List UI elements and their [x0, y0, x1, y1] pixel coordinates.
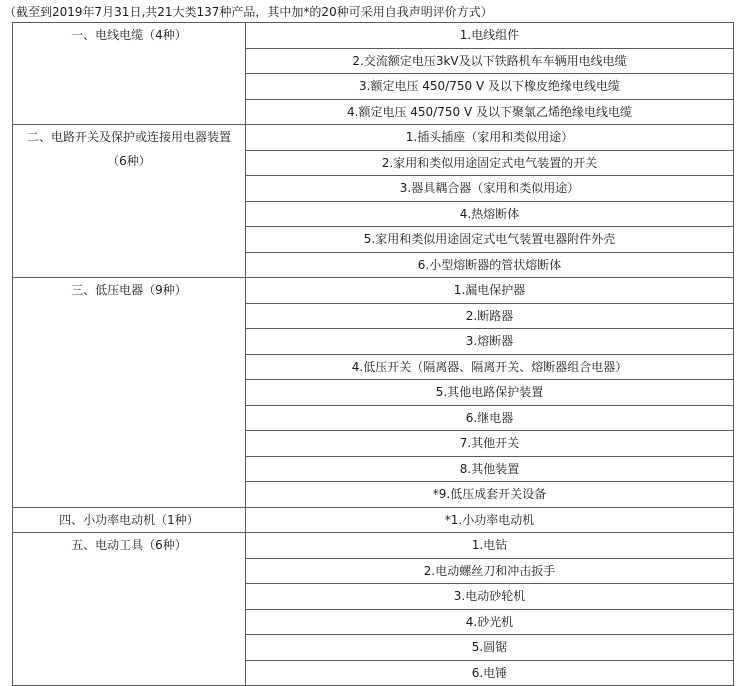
category-title: 四、小功率电动机（1种）	[59, 512, 199, 527]
category-cell	[13, 278, 246, 508]
product-cell: 1.电线组件	[246, 23, 734, 49]
product-cell: 2.交流额定电压3kV及以下铁路机车车辆用电线电缆	[246, 48, 734, 74]
category-title: （6种）	[107, 154, 151, 168]
category-cell	[13, 125, 246, 278]
table-row	[13, 278, 734, 304]
category-title: 二、电路开关及保护或连接用电器装置	[26, 130, 231, 144]
category-cell	[13, 533, 246, 686]
product-cell: 5.家用和类似用途固定式电气装置电器附件外壳	[246, 227, 734, 253]
product-cell: 3.电动砂轮机	[246, 584, 734, 610]
category-title: 三、低压电器（9种）	[71, 283, 187, 297]
product-cell: 1.电钻	[246, 533, 734, 559]
table-row	[13, 23, 734, 49]
product-cell: 2.断路器	[246, 303, 734, 329]
product-cell: 6.继电器	[246, 405, 734, 431]
product-cell: 5.圆锯	[246, 635, 734, 661]
category-title: 一、电线电缆（4种）	[71, 28, 187, 42]
product-cell: 6.小型熔断器的管状熔断体	[246, 252, 734, 278]
product-cell: 6.电锤	[246, 660, 734, 686]
product-cell: 1.插头插座（家用和类似用途）	[246, 125, 734, 151]
product-cell: *9.低压成套开关设备	[246, 482, 734, 508]
product-cell: 8.其他装置	[246, 456, 734, 482]
category-cell	[13, 507, 246, 533]
product-cell: 3.熔断器	[246, 329, 734, 355]
category-title: 五、电动工具（6种）	[71, 538, 187, 552]
product-cell: 3.器具耦合器（家用和类似用途）	[246, 176, 734, 202]
product-cell: 5.其他电路保护装置	[246, 380, 734, 406]
table-row	[13, 507, 734, 533]
product-cell: 3.额定电压 450/750 V 及以下橡皮绝缘电线电缆	[246, 74, 734, 100]
product-catalog-table	[12, 22, 734, 686]
product-cell: 1.漏电保护器	[246, 278, 734, 304]
product-cell: 2.电动螺丝刀和冲击扳手	[246, 558, 734, 584]
table-row	[13, 533, 734, 559]
product-cell: 7.其他开关	[246, 431, 734, 457]
category-cell	[13, 23, 246, 125]
product-cell: 2.家用和类似用途固定式电气装置的开关	[246, 150, 734, 176]
product-cell: 4.热熔断体	[246, 201, 734, 227]
scope-note: （截至到2019年7月31日,共21大类137种产品，其中加*的20种可采用自我声明评价方式）	[4, 5, 493, 19]
product-cell: 4.砂光机	[246, 609, 734, 635]
product-cell: 4.额定电压 450/750 V 及以下聚氯乙烯绝缘电线电缆	[246, 99, 734, 125]
table-row	[13, 125, 734, 151]
product-cell: 4.低压开关（隔离器、隔离开关、熔断器组合电器）	[246, 354, 734, 380]
catalog-body	[13, 23, 734, 686]
product-cell: *1.小功率电动机	[246, 507, 734, 533]
